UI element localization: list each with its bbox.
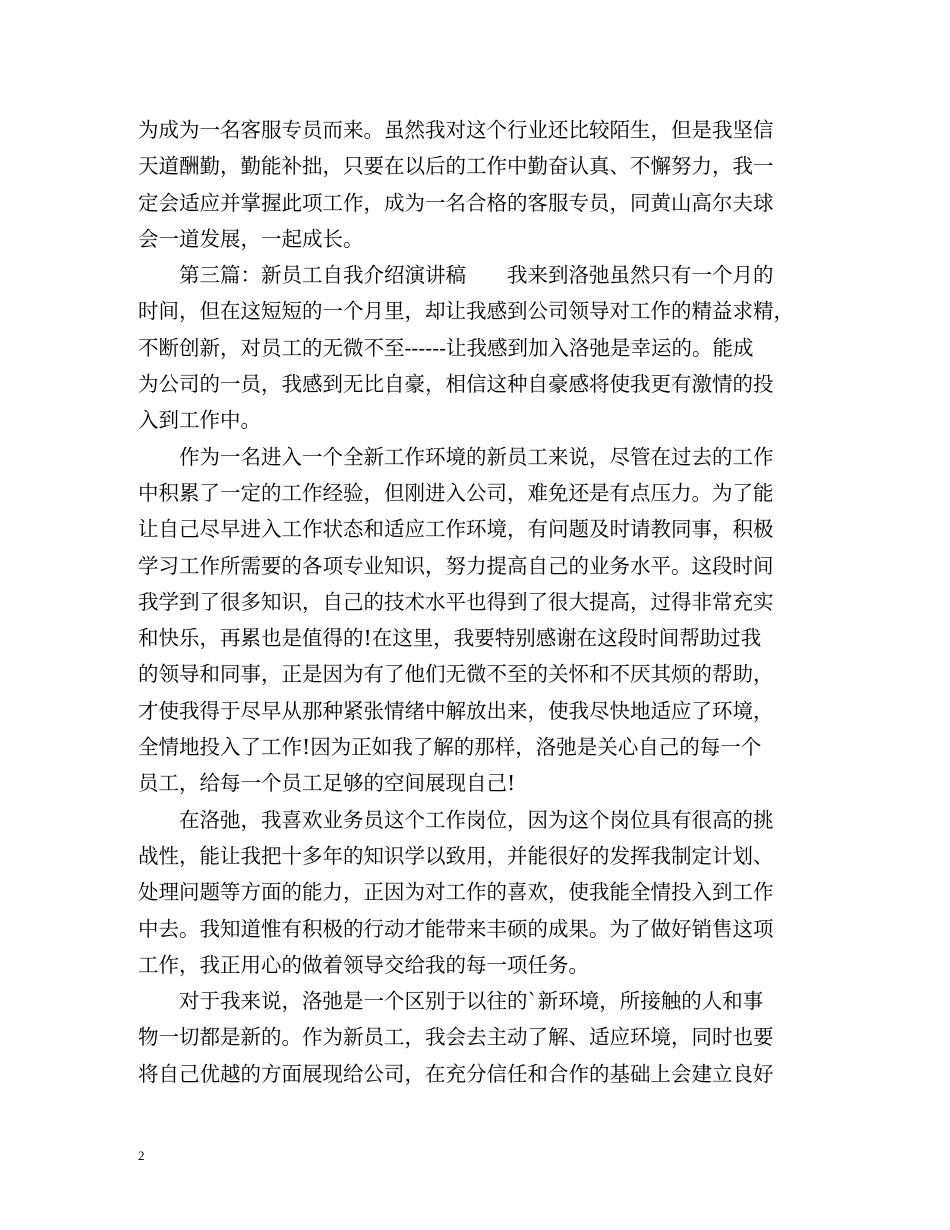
text-line: 作为一名进入一个全新工作环境的新员工来说，尽管在过去的工作: [179, 444, 774, 469]
text-line: 在洛弛，我喜欢业务员这个工作岗位，因为这个岗位具有很高的挑: [179, 807, 774, 832]
text-line: 全情地投入了工作!因为正如我了解的那样，洛弛是关心自己的每一个: [138, 735, 762, 760]
text-line: 将自己优越的方面展现给公司，在充分信任和合作的基础上会建立良好: [138, 1061, 774, 1086]
text-line: 让自己尽早进入工作状态和适应工作环境，有问题及时请教同事，积极: [138, 517, 774, 542]
text-line: 中积累了一定的工作经验，但刚进入公司，难免还是有点压力。为了能: [138, 480, 774, 505]
text-line: 和快乐，再累也是值得的!在这里，我要特别感谢在这段时间帮助过我: [138, 626, 762, 651]
text-line: 天道酬勤，勤能补拙，只要在以后的工作中勤奋认真、不懈努力，我一: [138, 154, 774, 179]
text-line: 才使我得于尽早从那种紧张情绪中解放出来，使我尽快地适应了环境，: [138, 698, 774, 723]
text-line: 定会适应并掌握此项工作，成为一名合格的客服专员，同黄山高尔夫球: [138, 190, 774, 215]
text-line: 为成为一名客服专员而来。虽然我对这个行业还比较陌生，但是我坚信: [138, 118, 774, 142]
text-line: 的领导和同事，正是因为有了他们无微不至的关怀和不厌其烦的帮助，: [138, 662, 774, 687]
text-line: 为公司的一员，我感到无比自豪，相信这种自豪感将使我更有激情的投: [138, 372, 774, 397]
text-line: 对于我来说，洛弛是一个区别于以往的`新环境，所接触的人和事: [179, 989, 764, 1014]
text-line: 第三篇：新员工自我介绍演讲稿 我来到洛弛虽然只有一个月的: [179, 263, 774, 288]
text-line: 入到工作中。: [138, 408, 261, 433]
text-line: 工作，我正用心的做着领导交给我的每一项任务。: [138, 952, 589, 977]
text-line: 处理问题等方面的能力，正因为对工作的喜欢，使我能全情投入到工作: [138, 880, 774, 905]
text-line: 战性，能让我把十多年的知识学以致用，并能很好的发挥我制定计划、: [138, 843, 774, 868]
body-text: [138, 112, 828, 1092]
text-line: 我学到了很多知识，自己的技术水平也得到了很大提高，过得非常充实: [138, 589, 774, 614]
page-number: 2: [138, 1148, 145, 1163]
text-line: 员工，给每一个员工足够的空间展现自己!: [138, 771, 516, 796]
text-line: 学习工作所需要的各项专业知识，努力提高自己的业务水平。这段时间: [138, 553, 774, 578]
text-line: 不断创新，对员工的无微不至------让我感到加入洛弛是幸运的。能成: [138, 335, 754, 360]
text-line: 物一切都是新的。作为新员工，我会去主动了解、适应环境，同时也要: [138, 1025, 774, 1050]
text-line: 中去。我知道惟有积极的行动才能带来丰硕的成果。为了做好销售这项: [138, 916, 774, 941]
text-line: 时间，但在这短短的一个月里，却让我感到公司领导对工作的精益求精，: [138, 299, 794, 324]
text-line: 会一道发展，一起成长。: [138, 226, 364, 251]
